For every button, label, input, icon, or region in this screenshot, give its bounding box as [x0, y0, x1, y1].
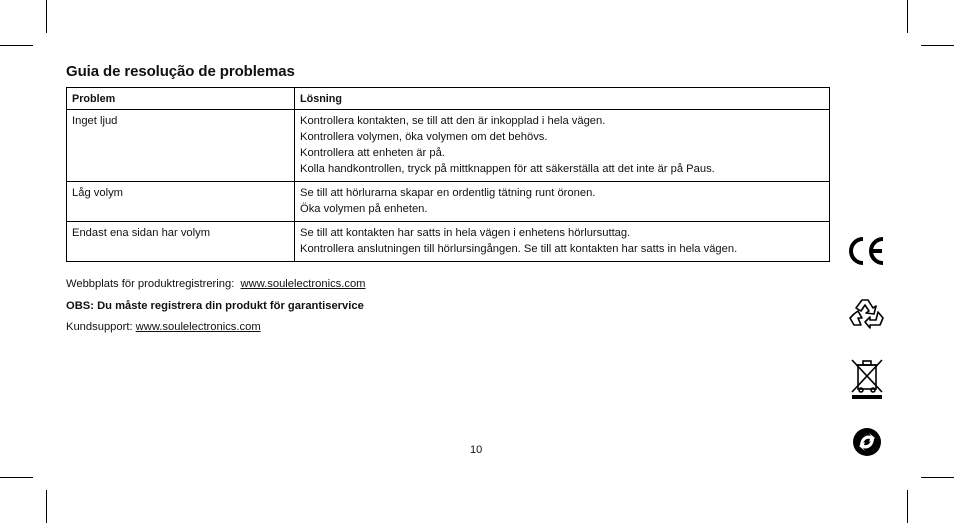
- crop-mark: [921, 45, 954, 46]
- registration-link[interactable]: www.soulelectronics.com: [240, 278, 366, 290]
- recycle-icon: [848, 296, 886, 332]
- support-line: [66, 321, 261, 333]
- support-link[interactable]: www.soulelectronics.com: [135, 321, 261, 333]
- weee-crossed-bin-icon: [849, 358, 885, 400]
- troubleshooting-table: [66, 87, 830, 262]
- solution-line: Kontrollera kontakten, se till att den är inkopplad i hela vägen.: [300, 115, 606, 127]
- solution-line: Kontrollera volymen, öka volymen om det behövs.: [300, 131, 548, 143]
- ce-mark-icon: [848, 236, 886, 266]
- problem-cell: Endast ena sidan har volym: [67, 222, 295, 262]
- solution-line: Se till att hörlurarna skapar en ordentlig tätning runt öronen.: [300, 187, 596, 199]
- problem-cell: Låg volym: [67, 182, 295, 222]
- column-header-problem: Problem: [67, 88, 295, 110]
- solution-line: Kontrollera att enheten är på.: [300, 147, 445, 159]
- crop-mark: [0, 477, 33, 478]
- warranty-notice: OBS: Du måste registrera din produkt för garantiservice: [66, 300, 364, 312]
- green-dot-icon: [851, 426, 883, 458]
- crop-mark: [46, 0, 47, 33]
- solution-line: Kolla handkontrollen, tryck på mittknappen för att säkerställa att det inte är på Paus.: [300, 163, 715, 175]
- registration-label: Webbplats för produktregistrering:: [66, 278, 235, 290]
- solution-line: Kontrollera anslutningen till hörlursingången. Se till att kontakten har satts in hela vägen.: [300, 243, 738, 255]
- solution-cell: [295, 182, 830, 222]
- solution-line: Öka volymen på enheten.: [300, 203, 428, 215]
- solution-line: Se till att kontakten har satts in hela vägen i enhetens hörlursuttag.: [300, 227, 631, 239]
- crop-mark: [921, 477, 954, 478]
- problem-cell: Inget ljud: [67, 110, 295, 182]
- table-row: [67, 110, 830, 182]
- crop-mark: [907, 0, 908, 33]
- solution-cell: [295, 222, 830, 262]
- table-row: [67, 182, 830, 222]
- crop-mark: [46, 490, 47, 523]
- table-header-row: [67, 88, 830, 110]
- page-number: 10: [470, 444, 483, 456]
- table-row: [67, 222, 830, 262]
- solution-cell: [295, 110, 830, 182]
- support-label: Kundsupport:: [66, 321, 133, 333]
- crop-mark: [907, 490, 908, 523]
- crop-mark: [0, 45, 33, 46]
- page-title: Guia de resolução de problemas: [66, 63, 295, 80]
- column-header-solution: Lösning: [295, 88, 830, 110]
- registration-line: [66, 278, 366, 290]
